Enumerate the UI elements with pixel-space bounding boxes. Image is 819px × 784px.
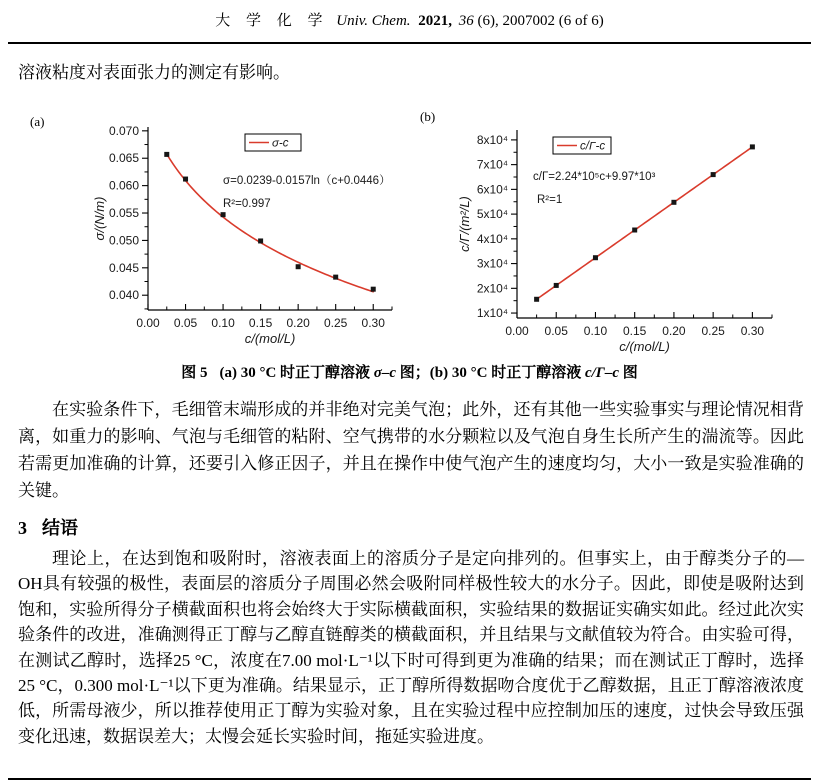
y-tick-label: 0.055 [108,206,139,221]
caption-var-a: σ–c [373,365,397,381]
y-tick-label: 0.060 [108,178,139,193]
chart-sigma-c [25,107,420,359]
x-tick-label: 0.05 [173,316,198,330]
x-tick-label: 0.30 [361,316,385,330]
journal-volume: 36 [458,13,474,29]
x-tick-label: 0.10 [211,316,235,330]
y-tick-label: 4x10⁴ [476,231,508,246]
data-point [711,172,716,177]
figure-panel-label-a: (a) [30,114,45,129]
y-tick-label: 7x10⁴ [476,157,508,172]
data-point [593,255,598,260]
x-tick-label: 0.15 [623,324,647,338]
journal-name-cn: 大 学 化 学 [215,13,329,29]
y-tick-label: 3x10⁴ [476,256,508,271]
data-point [296,264,301,269]
y-tick-label: 0.045 [108,260,139,275]
caption-text-a: (a) 30 °C 时正丁醇溶液 [219,365,374,381]
y-tick-label: 6x10⁴ [476,182,508,197]
caption-text-mid: 图；(b) 30 °C 时正丁醇溶液 [396,365,585,381]
legend-label: σ-c [272,137,289,150]
x-axis-title: c/(mol/L) [244,331,296,346]
x-tick-label: 0.30 [740,324,765,338]
journal-header [0,9,819,30]
y-tick-label: 0.065 [108,151,139,166]
body-paragraph-1: 在实验条件下，毛细管末端形成的并非绝对完美气泡；此外，还有其他一些实验事实与理论情况相背离，如重力的影响、气泡与毛细管的粘附、空气携带的水分颗粒以及气泡自身生长所产生的湍流等。因此若需更加准确的计算，还要引入修正因子，并且在操作中使气泡产生的速度均匀，大小一致是实验准确的关键。 [18,400,804,500]
intro-sentence: 溶液粘度对表面张力的测定有影响。 [18,63,290,82]
data-point [371,287,376,292]
x-tick-label: 0.05 [544,324,568,338]
data-point [221,212,226,217]
figure-number: 图 5 [181,365,208,381]
journal-year: 2021, [418,13,453,29]
data-point [164,152,169,157]
data-point [554,283,559,288]
annotation-text: R²=1 [537,194,563,206]
x-tick-label: 0.25 [701,324,725,338]
annotation-text: R²=0.997 [223,198,271,210]
y-tick-label: 0.070 [108,123,139,138]
x-tick-label: 0.25 [324,316,348,330]
data-point [632,228,637,233]
data-point [750,144,755,149]
body-paragraph-2: 理论上，在达到饱和吸附时，溶液表面上的溶质分子是定向排列的。但事实上，由于醇类分子的—OH具有较强的极性，表面层的溶质分子周围必然会吸附同样极性较大的水分子。因此，即使是吸附达到饱和，实验所得分子横截面积也将会始终大于实际横截面积，实验结果的数据证实确实如此。经过此次实验条件的改进，准确测得正丁醇与乙醇直链醇类的横截面积，并且结果与文献值较为符合。由实验可得，在测试乙醇时，选择25 °C，浓度在7.00 mol·L⁻¹以下时可得到更为准确的结果；而在测试正丁醇时，选择25 °C，0.300 mol·L⁻¹以下更为准确。结果显示，正丁醇所得数据吻合度优于乙醇数据，且正丁醇溶液浓度低，所需母液少，所以推荐使用正丁醇为实验对象，且在实验过程中应控制加压的速度，过快会导致压强变化迅速，数据误差大；太慢会延长实验时间，拖延实验进度。 [18,549,804,746]
x-tick-label: 0.20 [286,316,310,330]
figure-panel-label-b: (b) [420,109,436,124]
journal-issue-pages: (6), 2007002 (6 of 6) [477,13,604,29]
x-axis-title: c/(mol/L) [619,339,670,354]
section-title: 结语 [42,518,78,538]
section-heading [18,514,78,540]
chart-c-gamma-c [415,105,810,357]
y-tick-label: 1x10⁴ [476,306,508,321]
x-tick-label: 0.10 [583,324,608,338]
caption-var-b: c/Γ–c [584,365,620,381]
data-point [183,177,188,182]
y-tick-label: 2x10⁴ [476,281,508,296]
annotation-text: c/Γ=2.24*10⁵c+9.97*10³ [533,171,656,183]
x-tick-label: 0.00 [505,324,529,338]
caption-text-tail: 图 [619,365,638,381]
footer-rule [8,778,811,780]
data-point [333,275,338,280]
legend-label: c/Γ-c [580,140,606,153]
x-tick-label: 0.20 [662,324,686,338]
data-point [671,200,676,205]
y-tick-label: 8x10⁴ [476,132,508,147]
y-tick-label: 0.040 [108,288,139,303]
journal-name-en: Univ. Chem. [336,13,411,29]
y-axis-title: c/Γ/(m²/L) [457,196,472,252]
x-tick-label: 0.15 [248,316,273,330]
y-tick-label: 0.050 [108,233,139,248]
y-tick-label: 5x10⁴ [476,207,508,222]
fit-line [537,147,753,299]
annotation-text: σ=0.0239-0.0157ln（c+0.0446） [223,175,391,187]
y-axis-title: σ/(N/m) [92,196,107,241]
data-point [258,238,263,243]
data-point [534,297,539,302]
x-tick-label: 0.00 [136,316,160,330]
header-rule [8,42,811,44]
section-number: 3 [18,518,27,538]
figure-caption [0,361,819,382]
